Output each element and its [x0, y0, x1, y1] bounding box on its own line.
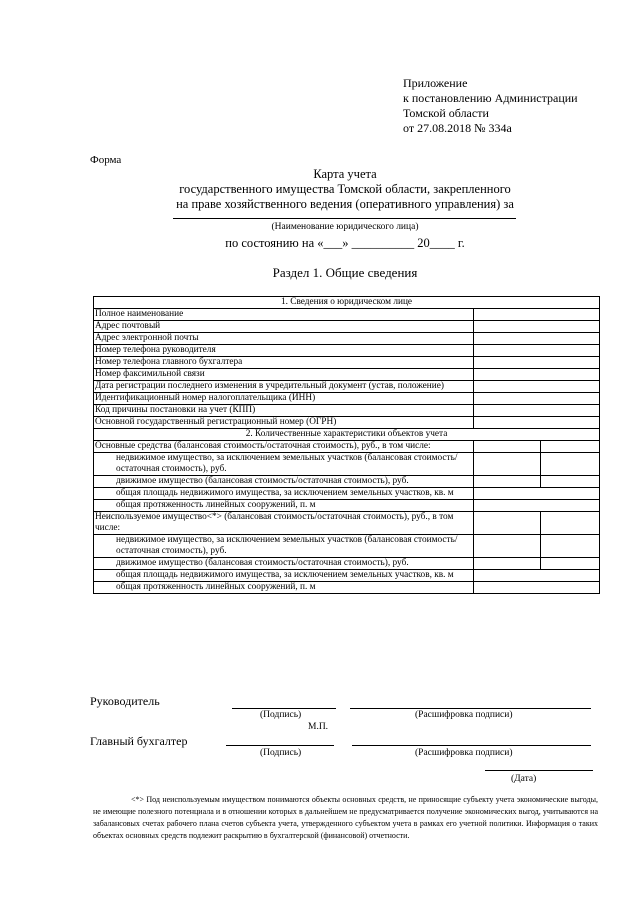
appendix-line-2: к постановлению Администрации [403, 91, 578, 105]
table-row: Номер телефона руководителя [94, 345, 474, 357]
value-cell[interactable] [474, 535, 541, 558]
accountant-decode-line[interactable] [352, 745, 591, 746]
table-row: Неиспользуемое имущество<*> (балансовая стоимость/остаточная стоимость), руб., в том числе: [94, 512, 474, 535]
appendix-line-4: от 27.08.2018 № 334а [403, 121, 512, 135]
entity-name-caption: (Наименование юридического лица) [271, 222, 419, 232]
entity-name-line [173, 218, 516, 219]
table-row: Номер телефона главного бухгалтера [94, 357, 474, 369]
title-line-2: государственного имущества Томской области, закрепленного [179, 182, 511, 196]
table-row: Адрес электронной почты [94, 333, 474, 345]
title-line-3: на праве хозяйственного ведения (оперативного управления) за [176, 197, 514, 211]
value-cell[interactable] [474, 441, 541, 453]
value-cell[interactable] [474, 333, 600, 345]
value-cell[interactable] [541, 535, 600, 558]
value-cell[interactable] [474, 558, 541, 570]
accountant-label: Главный бухгалтер [90, 734, 188, 748]
value-cell[interactable] [474, 476, 541, 488]
value-cell[interactable] [541, 453, 600, 476]
head-signature-line[interactable] [232, 708, 336, 709]
table-row: Дата регистрации последнего изменения в учредительный документ (устав, положение) [94, 381, 474, 393]
table-row: Идентификационный номер налогоплательщика (ИНН) [94, 393, 474, 405]
value-cell[interactable] [474, 500, 600, 512]
value-cell[interactable] [474, 488, 600, 500]
head-decode-caption: (Расшифровка подписи) [415, 710, 513, 720]
table-header-2: 2. Количественные характеристики объектов учета [94, 429, 600, 441]
table-row: недвижимое имущество, за исключением земельных участков (балансовая стоимость/остаточная стоимость), руб. [94, 453, 474, 476]
value-cell[interactable] [474, 570, 600, 582]
footnote [93, 794, 598, 842]
form-label: Форма [90, 154, 122, 166]
table-row: Основной государственный регистрационный номер (ОГРН) [94, 417, 474, 429]
title-line-1: Карта учета [313, 167, 377, 181]
accountant-signature-line[interactable] [226, 745, 334, 746]
table-row: общая протяженность линейных сооружений, п. м [94, 582, 474, 594]
table-row: Основные средства (балансовая стоимость/остаточная стоимость), руб., в том числе: [94, 441, 474, 453]
footnote-text: <*> Под неиспользуемым имуществом понимаются объекты основных средств, не приносящие субъекту учета экономические выгоды, не имеющие полезного потенциала и в отношении которых в дальнейшем не предусматривается получение экономических выгод, учитываются на забалансовых счетах рабочего плана счетов субъекта учета, утвержденного субъектом учета в рамках его учетной политики. Информация о таких объектах основных средств подлежит раскрытию в бухгалтерской (финансовой) отчетности. [93, 795, 598, 840]
date-caption: (Дата) [511, 774, 537, 784]
stamp-label: М.П. [308, 722, 329, 732]
value-cell[interactable] [474, 582, 600, 594]
table-row: Адрес почтовый [94, 321, 474, 333]
table-row: движимое имущество (балансовая стоимость/остаточная стоимость), руб. [94, 476, 474, 488]
section-title: Раздел 1. Общие сведения [272, 265, 418, 280]
value-cell[interactable] [474, 369, 600, 381]
value-cell[interactable] [474, 405, 600, 417]
value-cell[interactable] [474, 453, 541, 476]
value-cell[interactable] [474, 345, 600, 357]
value-cell[interactable] [474, 393, 600, 405]
value-cell[interactable] [541, 441, 600, 453]
table-header-1: 1. Сведения о юридическом лице [94, 297, 600, 309]
table-row: Полное наименование [94, 309, 474, 321]
head-signature-caption: (Подпись) [260, 710, 302, 720]
table-row: общая площадь недвижимого имущества, за исключением земельных участков, кв. м [94, 570, 474, 582]
table-row: общая площадь недвижимого имущества, за исключением земельных участков, кв. м [94, 488, 474, 500]
table-row: общая протяженность линейных сооружений, п. м [94, 500, 474, 512]
head-decode-line[interactable] [350, 708, 591, 709]
value-cell[interactable] [541, 512, 600, 535]
value-cell[interactable] [474, 357, 600, 369]
appendix-line-3: Томской области [403, 106, 489, 120]
appendix-block [403, 76, 578, 136]
table-row: Код причины постановки на учет (КПП) [94, 405, 474, 417]
table-row: Номер факсимильной связи [94, 369, 474, 381]
appendix-line-1: Приложение [403, 76, 468, 90]
table-row: недвижимое имущество, за исключением земельных участков (балансовая стоимость/остаточная стоимость), руб. [94, 535, 474, 558]
value-cell[interactable] [474, 417, 600, 429]
data-table [93, 296, 600, 594]
value-cell[interactable] [474, 512, 541, 535]
head-label: Руководитель [90, 694, 160, 708]
value-cell[interactable] [541, 476, 600, 488]
accountant-signature-caption: (Подпись) [260, 748, 302, 758]
date-line[interactable] [485, 770, 593, 771]
value-cell[interactable] [474, 321, 600, 333]
as-of-date: по состоянию на «___» __________ 20____ г. [225, 236, 465, 250]
accountant-decode-caption: (Расшифровка подписи) [415, 748, 513, 758]
value-cell[interactable] [474, 309, 600, 321]
value-cell[interactable] [541, 558, 600, 570]
table-row: движимое имущество (балансовая стоимость/остаточная стоимость), руб. [94, 558, 474, 570]
value-cell[interactable] [474, 381, 600, 393]
